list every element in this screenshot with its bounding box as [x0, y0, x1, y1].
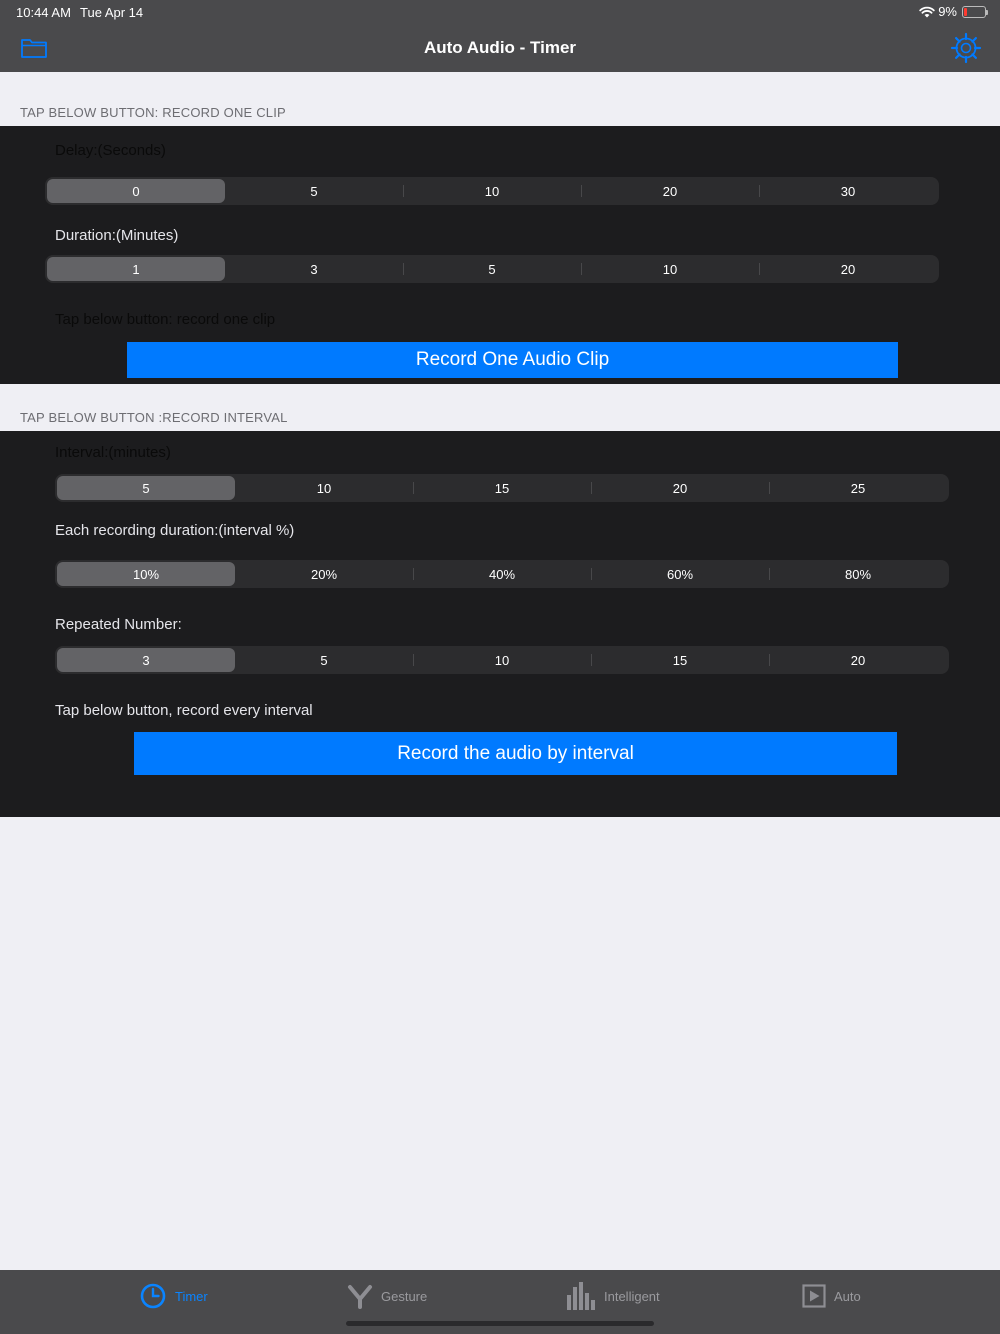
section-header-one-clip: TAP BELOW BUTTON: RECORD ONE CLIP [20, 105, 286, 120]
segment-option[interactable]: 1 [47, 257, 225, 281]
segment-option[interactable]: 30 [759, 179, 937, 203]
segment-option[interactable]: 40% [413, 562, 591, 586]
segment-option[interactable]: 20 [591, 476, 769, 500]
interval-hint: Tap below button, record every interval [55, 702, 313, 719]
segment-option[interactable]: 5 [403, 257, 581, 281]
repeat-segmented-control[interactable] [55, 646, 949, 674]
segment-option[interactable]: 10 [316, 480, 332, 496]
segment-option[interactable]: 10 [413, 648, 591, 672]
segment-option[interactable]: 5 [57, 476, 235, 500]
segment-option[interactable]: 80% [769, 562, 947, 586]
each-duration-segmented-control[interactable] [55, 560, 949, 588]
duration-label: Duration:(Minutes) [55, 227, 179, 244]
segment-option[interactable]: 15 [591, 648, 769, 672]
clock-icon [139, 1282, 167, 1310]
record-one-clip-button[interactable]: Record One Audio Clip [127, 342, 898, 378]
segment-option[interactable]: 10 [581, 257, 759, 281]
delay-segmented-control[interactable] [45, 177, 939, 205]
segment-option[interactable]: 5 [320, 652, 328, 668]
segment-option[interactable]: 15 [413, 476, 591, 500]
tab-timer[interactable] [139, 1280, 208, 1312]
interval-label: Interval:(minutes) [55, 444, 171, 461]
page-title: Auto Audio - Timer [423, 38, 577, 57]
delay-label: Delay:(Seconds) [55, 142, 166, 159]
tab-auto[interactable] [802, 1280, 861, 1312]
wifi-icon [919, 6, 935, 18]
tab-intelligent[interactable] [566, 1280, 660, 1312]
segment-option[interactable]: 20 [769, 648, 947, 672]
tab-intelligent-label: Intelligent [604, 1288, 660, 1304]
status-right [919, 4, 986, 19]
one-clip-hint: Tap below button: record one clip [55, 311, 276, 328]
segment-option[interactable]: 10 [403, 179, 581, 203]
segment-option[interactable]: 20 [759, 257, 937, 281]
segment-option[interactable]: 5 [310, 183, 318, 199]
battery-percent: 9% [938, 4, 957, 19]
navigation-bar [0, 24, 1000, 72]
segment-option[interactable]: 25 [769, 476, 947, 500]
segment-option[interactable]: 60% [591, 562, 769, 586]
one-clip-panel [0, 126, 1000, 384]
record-interval-button[interactable]: Record the audio by interval [134, 732, 897, 775]
tab-auto-label: Auto [834, 1288, 861, 1304]
tab-gesture-label: Gesture [381, 1288, 428, 1304]
segment-option[interactable]: 10% [57, 562, 235, 586]
segment-option[interactable]: 20% [310, 566, 338, 582]
gesture-icon [347, 1282, 373, 1310]
status-bar [0, 0, 1000, 24]
interval-panel [0, 431, 1000, 817]
gear-icon[interactable] [950, 32, 982, 64]
segment-option[interactable]: 20 [581, 179, 759, 203]
section-header-interval: TAP BELOW BUTTON :RECORD INTERVAL [20, 410, 288, 425]
duration-segmented-control[interactable] [45, 255, 939, 283]
tab-timer-label: Timer [175, 1288, 208, 1304]
segment-option[interactable]: 3 [310, 261, 318, 277]
interval-segmented-control[interactable] [55, 474, 949, 502]
bar-chart-icon [566, 1281, 596, 1311]
status-date: Tue Apr 14 [80, 5, 144, 20]
repeat-label: Repeated Number: [55, 616, 182, 633]
battery-icon [962, 6, 986, 18]
segment-option[interactable]: 0 [47, 179, 225, 203]
segment-option[interactable]: 3 [57, 648, 235, 672]
status-time: 10:44 AM [16, 5, 71, 20]
play-icon [802, 1284, 826, 1308]
home-indicator [346, 1321, 654, 1326]
tab-gesture[interactable] [347, 1280, 427, 1312]
each-duration-label: Each recording duration:(interval %) [55, 522, 295, 539]
